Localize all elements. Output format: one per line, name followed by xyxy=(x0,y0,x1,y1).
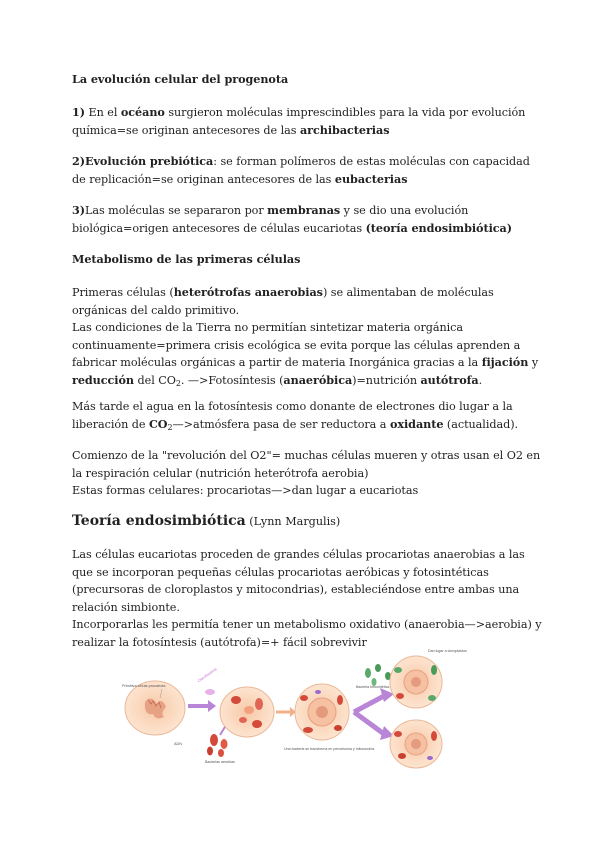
label-transform: Una bacteria se transforma en peroxisoma y mitocondria xyxy=(284,747,375,751)
endosymbiosis-diagram xyxy=(112,640,488,770)
label-adn: ADN xyxy=(174,742,183,746)
paragraph-3: 3)Las moléculas se separaron por membranas y se dio una evolución biológica=origen antecesores de células eucariotas (teoría endosimbiótica) xyxy=(72,203,512,235)
label-photosynthetic: Bacteria fotosintética xyxy=(356,685,390,689)
primitive-cell-illustration xyxy=(125,681,185,735)
section-title-metabolismo: Metabolismo de las primeras células xyxy=(72,252,301,266)
aerobic-bacteria-illustration xyxy=(207,734,228,757)
paragraph-4: Primeras células (heterótrofas anaerobias) se alimentaban de moléculas orgánicas del caldo primitivo. Las condiciones de la Tierra no permitían sintetizar materia orgánica continuamente=primera crisis ecológica se evita porque las células aprenden a fabricar moléculas orgánicas a partir de materia Inorgánica gracias a la fijación y reducción del $CO_2$. —>Fotosíntesis (anaeróbica)=nutrición autótrofa. xyxy=(72,285,539,388)
cell-with-chloroplasts-illustration xyxy=(390,656,442,708)
section-title-endosimbiotica: Teoría endosimbiótica (Lynn Margulis) xyxy=(72,513,341,529)
photosynthetic-bacteria-illustration xyxy=(365,664,391,686)
label-primitive-cell: Primitiva célula procariota xyxy=(122,684,166,688)
paragraph-2: 2)Evolución prebiótica: se forman polímeros de estas moléculas con capacidad de replicación=se originan antecesores de las eubacterias xyxy=(72,154,530,186)
label-aerobic-bacteria: Bacterias aerobias xyxy=(205,760,235,764)
paragraph-6: Comienzo de la "revolución del O2"= muchas células mueren y otras usan el O2 en la respiración celular (nutrición heterótrofa aerobia) Estas formas celulares: procariotas—>dan lugar a eucariotas xyxy=(72,449,541,497)
paragraph-7: Las células eucariotas proceden de grandes células procariotas anaerobias a las que se incorporan pequeñas células procariotas aeróbicas y fotosintéticas (precursoras de cloroplastos y mitocondrias), estableciéndose entre ambas una relación simbionte. Incorporarlas les permitía tener un metabolismo oxidativo (anaerobia—>aerobia) y realizar la fotosíntesis (autótrofa)=+ fácil sobrevivir xyxy=(72,548,542,649)
cell-stage-3-illustration xyxy=(295,684,349,740)
label-cyanobacteria: Cianobacteria xyxy=(197,667,218,684)
label-chloroplasts: Dan lugar a cloroplastos xyxy=(428,649,467,653)
cell-stage-2-illustration xyxy=(220,687,274,737)
section-title-evolucion: La evolución celular del progenota xyxy=(72,72,289,86)
paragraph-5: Más tarde el agua en la fotosíntesis como donante de electrones dio lugar a la liberación de $CO_2—>atmósfera$ pasa de ser reductora a oxidante (actualidad). xyxy=(72,400,519,432)
paragraph-1: 1) En el océano surgieron moléculas imprescindibles para la vida por evolución química=se originan antecesores de las archibacterias xyxy=(72,105,526,137)
cell-with-mitochondria-illustration xyxy=(390,720,442,768)
